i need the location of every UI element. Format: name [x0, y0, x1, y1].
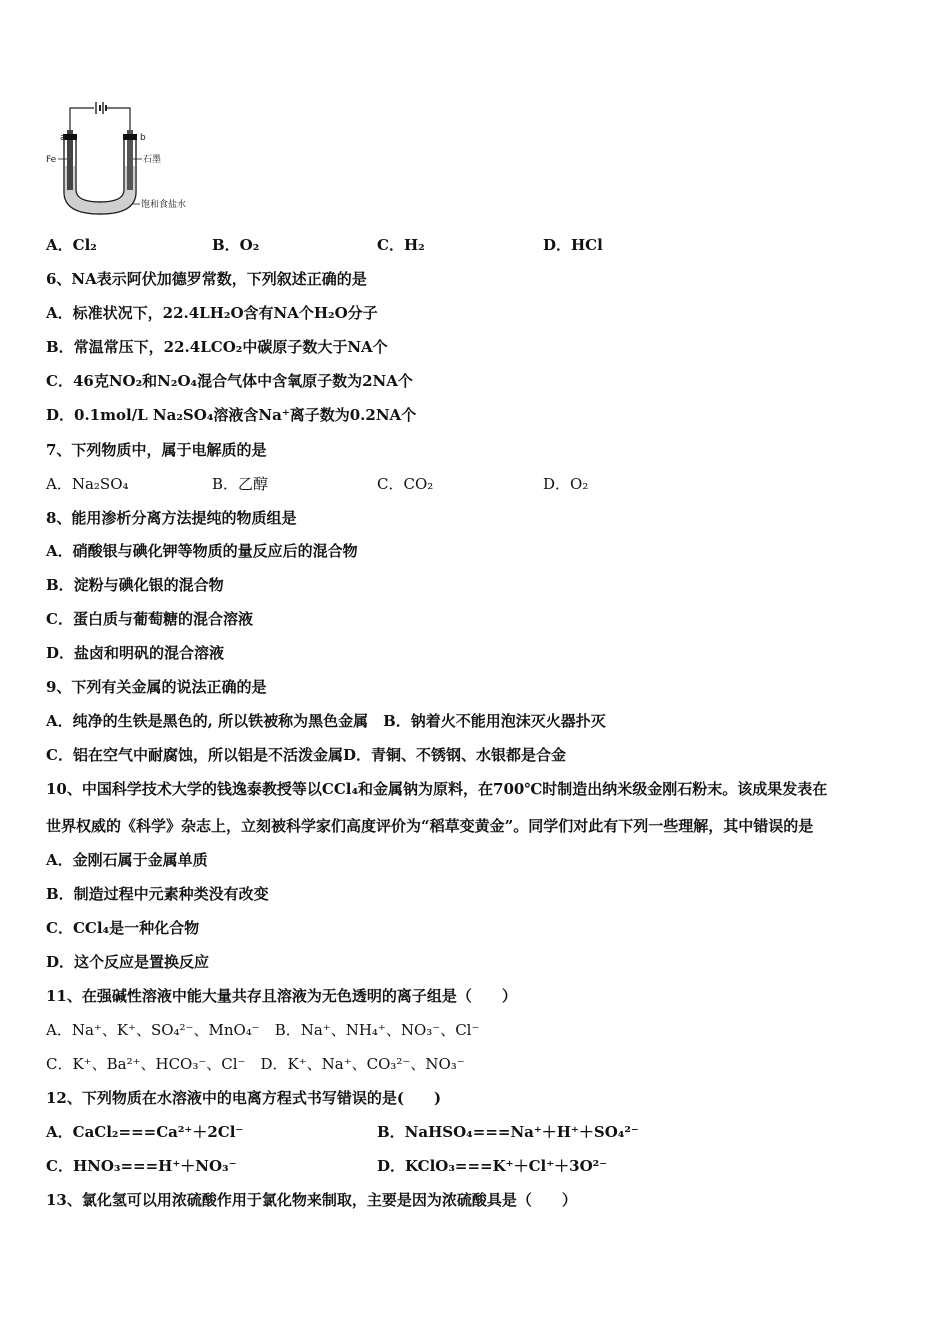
- q12-stem: 12、下列物质在水溶液中的电离方程式书写错误的是( ): [46, 1089, 442, 1107]
- q9-options-line2: C．铝在空气中耐腐蚀，所以铝是不活泼金属D．青铜、不锈钢、水银都是合金: [46, 746, 566, 764]
- q7-option-d: D．O₂: [543, 475, 589, 493]
- q8-stem: 8、能用渗析分离方法提纯的物质组是: [46, 509, 297, 527]
- q5-option-d: D．HCl: [543, 236, 603, 254]
- q7-option-c: C．CO₂: [377, 475, 434, 493]
- q13-stem: 13、氯化氢可以用浓硫酸作用于氯化物来制取，主要是因为浓硫酸具是（ ）: [46, 1191, 577, 1209]
- label-b: b: [140, 133, 146, 143]
- q7-stem: 7、下列物质中，属于电解质的是: [46, 441, 267, 459]
- q8-option-c: C．蛋白质与葡萄糖的混合溶液: [46, 610, 253, 628]
- q8-option-b: B．淀粉与碘化银的混合物: [46, 576, 224, 594]
- q10-stem-line2: 世界权威的《科学》杂志上，立刻被科学家们高度评价为“稻草变黄金”。同学们对此有下列一些理解，其中错误的是: [46, 817, 814, 835]
- label-graphite: 石墨: [143, 155, 162, 165]
- q11-options-line2: C．K⁺、Ba²⁺、HCO₃⁻、Cl⁻ D．K⁺、Na⁺、CO₃²⁻、NO₃⁻: [46, 1055, 465, 1073]
- q12-option-a: A．CaCl₂===Ca²⁺＋2Cl⁻: [46, 1123, 244, 1141]
- q6-option-a: A．标准状况下，22.4LH₂O含有NA个H₂O分子: [46, 304, 378, 322]
- label-a: a: [60, 133, 66, 143]
- q6-option-c: C．46克NO₂和N₂O₄混合气体中含氧原子数为2NA个: [46, 372, 413, 390]
- q10-option-d: D．这个反应是置换反应: [46, 953, 210, 971]
- q7-option-b: B．乙醇: [212, 475, 269, 493]
- q6-stem: 6、NA表示阿伏加德罗常数，下列叙述正确的是: [46, 270, 367, 288]
- q6-option-d: D．0.1mol/L Na₂SO₄溶液含Na⁺离子数为0.2NA个: [46, 406, 417, 424]
- q8-option-d: D．盐卤和明矾的混合溶液: [46, 644, 225, 662]
- q10-option-c: C．CCl₄是一种化合物: [46, 919, 200, 937]
- q10-option-a: A．金刚石属于金属单质: [46, 851, 208, 869]
- label-fe: Fe: [46, 155, 57, 165]
- q7-option-a: A．Na₂SO₄: [46, 475, 129, 493]
- q9-stem: 9、下列有关金属的说法正确的是: [46, 678, 267, 696]
- q10-option-b: B．制造过程中元素种类没有改变: [46, 885, 269, 903]
- q12-option-c: C．HNO₃===H⁺＋NO₃⁻: [46, 1157, 237, 1175]
- electrolysis-u-tube-figure: [44, 96, 194, 220]
- q9-options-line1: A．纯净的生铁是黑色的, 所以铁被称为黑色金属 B．钠着火不能用泡沫灭火器扑灭: [46, 712, 606, 730]
- q5-option-b: B．O₂: [212, 236, 260, 254]
- q12-option-b: B．NaHSO₄===Na⁺＋H⁺＋SO₄²⁻: [377, 1123, 639, 1141]
- label-brine: 饱和食盐水: [141, 200, 187, 210]
- q6-option-b: B．常温常压下，22.4LCO₂中碳原子数大于NA个: [46, 338, 388, 356]
- q5-option-c: C．H₂: [377, 236, 425, 254]
- q10-stem-line1: 10、中国科学技术大学的钱逸泰教授等以CCl₄和金属钠为原料，在700℃时制造出纳米级金刚石粉末。该成果发表在: [46, 780, 828, 798]
- q11-stem: 11、在强碱性溶液中能大量共存且溶液为无色透明的离子组是（ ）: [46, 987, 517, 1005]
- q5-option-a: A．Cl₂: [46, 236, 97, 254]
- q8-option-a: A．硝酸银与碘化钾等物质的量反应后的混合物: [46, 542, 358, 560]
- q11-options-line1: A．Na⁺、K⁺、SO₄²⁻、MnO₄⁻ B．Na⁺、NH₄⁺、NO₃⁻、Cl⁻: [46, 1021, 480, 1039]
- q12-option-d: D．KClO₃===K⁺＋Cl⁺＋3O²⁻: [377, 1157, 608, 1175]
